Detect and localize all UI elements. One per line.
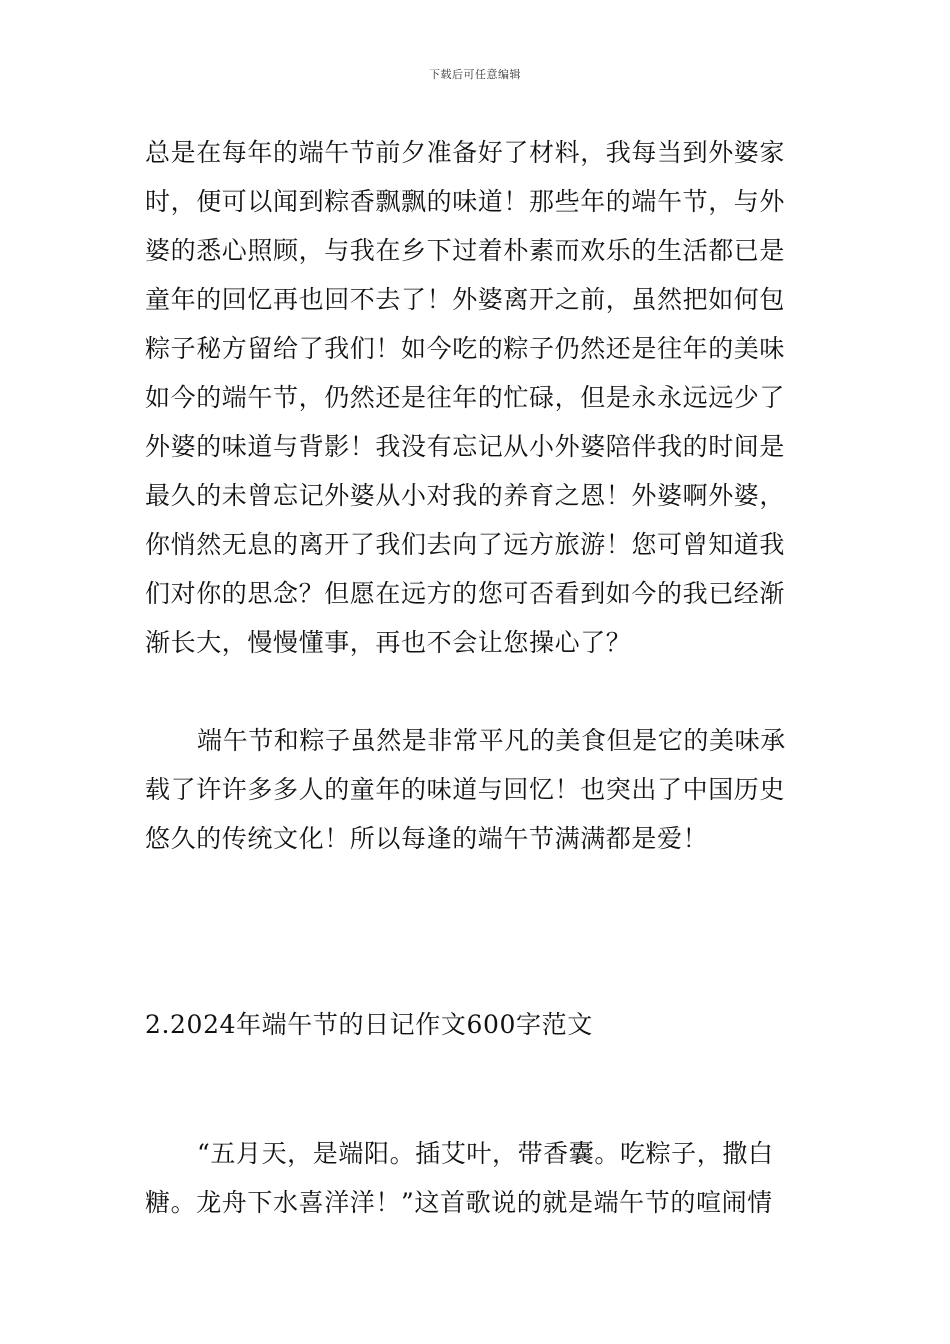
- paragraph-1: [145, 128, 810, 667]
- text-line: 外婆的味道与背影！我没有忘记从小外婆陪伴我的时间是: [145, 432, 786, 461]
- text-line: 时，便可以闻到粽香飘飘的味道！那些年的端午节，与外: [145, 187, 786, 216]
- paragraph-2: [145, 716, 810, 863]
- paragraph-spacer: [145, 1089, 810, 1129]
- text-line: 最久的未曾忘记外婆从小对我的养育之恩！外婆啊外婆，: [145, 481, 786, 510]
- paragraph-3: [145, 1129, 810, 1227]
- page-header: 下载后可任意编辑: [429, 68, 521, 81]
- text-line: 糖。龙舟下水喜洋洋！”这首歌说的就是端午节的喧闹情: [145, 1188, 773, 1217]
- text-line: 悠久的传统文化！所以每逢的端午节满满都是爱！: [145, 824, 709, 853]
- text-line: “五月天，是端阳。插艾叶，带香囊。吃粽子，撒白: [197, 1139, 774, 1168]
- paragraph-spacer: [145, 1049, 810, 1089]
- text-line: 婆的悉心照顾，与我在乡下过着朴素而欢乐的生活都已是: [145, 236, 786, 265]
- text-line: 童年的回忆再也回不去了！外婆离开之前，虽然把如何包: [145, 285, 786, 314]
- text-line: 如今的端午节，仍然还是往年的忙碌，但是永永远远少了: [145, 383, 786, 412]
- text-line: 载了许许多多人的童年的味道与回忆！也突出了中国历史: [145, 775, 786, 804]
- text-line: 渐长大，慢慢懂事，再也不会让您操心了？: [145, 628, 632, 657]
- document-body: [145, 128, 810, 1227]
- paragraph-spacer: [145, 667, 810, 716]
- section-spacer: [145, 863, 810, 951]
- text-line: 你悄然无息的离开了我们去向了远方旅游！您可曾知道我: [145, 530, 786, 559]
- text-line: 总是在每年的端午节前夕准备好了材料，我每当到外婆家: [145, 138, 786, 167]
- section-title: 2.2024年端午节的日记作文600字范文: [145, 1010, 593, 1039]
- text-line: 粽子秘方留给了我们！如今吃的粽子仍然还是往年的美味: [145, 334, 786, 363]
- text-line: 端午节和粽子虽然是非常平凡的美食但是它的美味承: [197, 726, 786, 755]
- section-spacer: [145, 951, 810, 1000]
- text-line: 们对你的思念？但愿在远方的您可否看到如今的我已经渐: [145, 579, 786, 608]
